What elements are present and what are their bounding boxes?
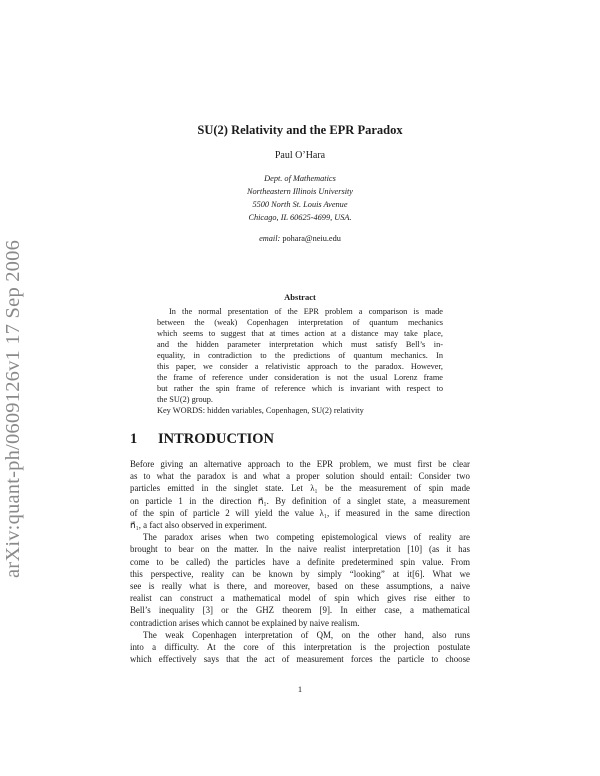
body-line: realist can construct a mathematical model of spin which gives rise either to (130, 593, 470, 604)
abstract-body (157, 306, 443, 416)
arxiv-identifier-stamp: arXiv:quant-ph/0609126v1 17 Sep 2006 (2, 239, 24, 578)
body-line: Bell’s inequality [3] or the GHZ theorem [9]. In either case, a mathematical (130, 605, 470, 616)
section-number: 1 (130, 431, 138, 447)
abstract-heading: Abstract (284, 292, 316, 302)
body-line: contradiction arises which cannot be explained by naive realism. (130, 617, 360, 628)
body-line: as to what the paradox is and what a proper solution should entail: Consider two (130, 471, 470, 482)
abstract-line: the frame of reference under consideration is not the usual Lorenz frame (157, 373, 443, 383)
body-line: The weak Copenhagen interpretation of QM, on the other hand, also runs (143, 629, 470, 640)
body-line: come to be called) the particles have a definite predetermined spin value. From (130, 556, 470, 567)
abstract-line: the SU(2) group. (157, 395, 213, 405)
abstract-line: but rather the spin frame of reference which is invariant with respect to (157, 384, 443, 394)
affiliation-line: Dept. of Mathematics (264, 174, 336, 183)
affiliation-line: 5500 North St. Louis Avenue (252, 200, 348, 210)
section-heading (130, 431, 274, 448)
body-line: Before giving an alternative approach to the EPR problem, we must first be clear (130, 459, 470, 469)
section-body (130, 458, 470, 665)
abstract-line: equality, in contradiction to the predictions of quantum mechanics. In (157, 351, 443, 361)
body-line: of the spin of particle 2 will yield the value λ₁, if measured in the same direction (130, 507, 470, 518)
body-line: particles emitted in the singlet state. Let λ₁ be the measurement of spin made (130, 483, 470, 494)
abstract-line: which seems to suggest that at times action at a distance may take place, (157, 329, 443, 339)
body-line: n⃗₁, a fact also observed in experiment. (130, 520, 267, 531)
abstract-line: this paper, we consider a relativistic approach to the paradox. However, (157, 362, 443, 372)
body-line: which effectively says that the act of measurement forces the particle to choose (130, 654, 470, 665)
affiliation-line: Chicago, IL 60625-4699, USA. (248, 213, 352, 223)
body-line: The paradox arises when two competing epistemological views of reality are (143, 532, 470, 543)
body-line: this perspective, reality can be known by simply “looking” at it[6]. What we (130, 568, 470, 579)
email-address: pohara@neiu.edu (282, 234, 341, 243)
affiliation-line: Northeastern Illinois University (246, 187, 353, 197)
body-line: into a difficulty. At the core of this interpretation is the projection postulate (130, 642, 470, 653)
abstract-keywords: Key WORDS: hidden variables, Copenhagen, SU(2) relativity (157, 406, 364, 416)
author-email (0, 234, 600, 243)
body-line: brought to bear on the matter. In the naive realist interpretation [10] (as it has (130, 544, 470, 555)
email-label: email: (259, 234, 281, 243)
abstract-line: In the normal presentation of the EPR problem a comparison is made (169, 307, 443, 316)
section-title: INTRODUCTION (158, 431, 275, 447)
author-affiliation (0, 172, 600, 224)
abstract-line: between the (weak) Copenhagen interpretation of quantum mechanics (157, 318, 443, 328)
page-number: 1 (297, 684, 303, 694)
paper-title: SU(2) Relativity and the EPR Paradox (197, 123, 403, 137)
body-line: on particle 1 in the direction n⃗₁. By definition of a singlet state, a measurement (130, 495, 470, 506)
body-line: see is really what is there, and moreover, based on these assumptions, a naive (130, 581, 470, 592)
abstract-line: and the hidden parameter interpretation which must satisfy Bell’s in- (157, 340, 443, 350)
author-name: Paul O’Hara (274, 150, 326, 161)
